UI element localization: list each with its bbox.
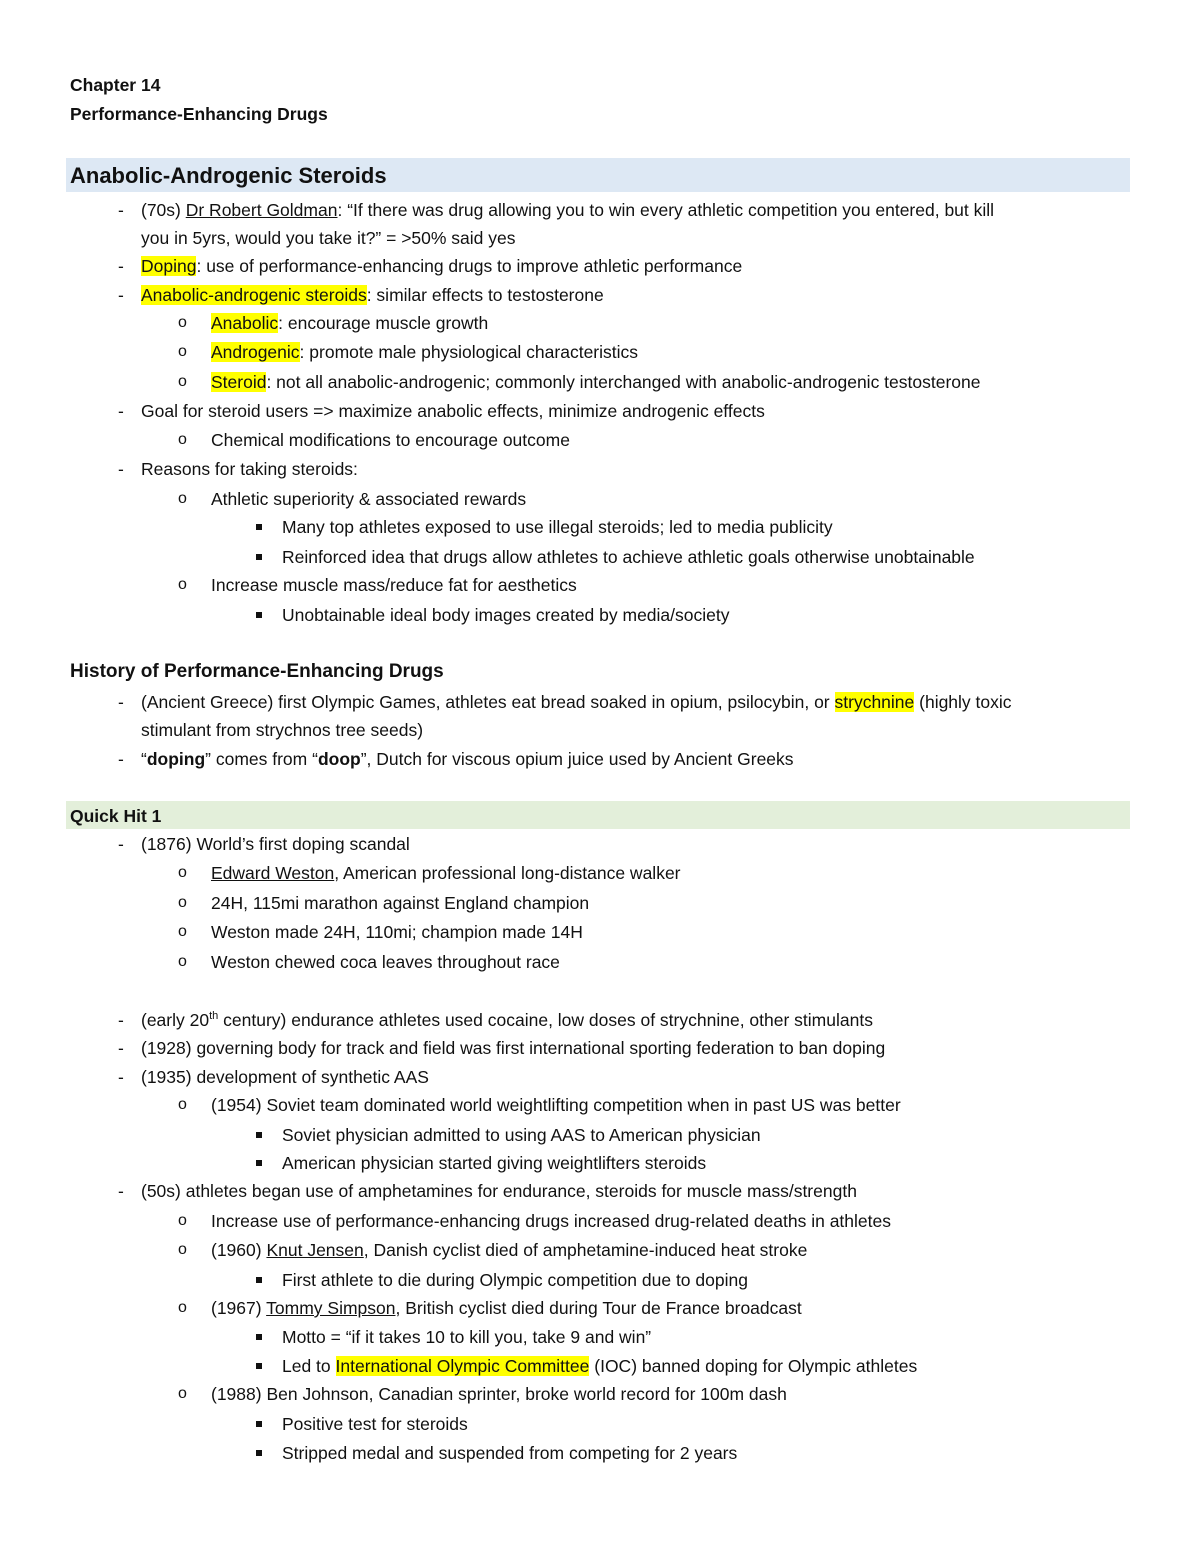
text: (1960) bbox=[211, 1240, 267, 1260]
bullet-1928: (1928) governing body for track and field was first international sporting federation to ban doping bbox=[141, 1038, 886, 1058]
chapter-number: Chapter 14 bbox=[70, 75, 161, 95]
text: : “If there was drug allowing you to win every athletic competition you entered, but kill bbox=[337, 200, 995, 220]
highlighted-term: Steroid bbox=[211, 372, 267, 392]
square-bullet-icon bbox=[256, 1160, 262, 1166]
subbullet-1967 bbox=[211, 1297, 802, 1319]
square-bullet-icon bbox=[256, 1450, 262, 1456]
bullet-1935: (1935) development of synthetic AAS bbox=[141, 1067, 429, 1087]
item-motto: Motto = “if it takes 10 to kill you, take 9 and win” bbox=[282, 1327, 652, 1347]
text: ”, Dutch for viscous opium juice used by Ancient Greeks bbox=[360, 749, 794, 769]
subbullet-1954: (1954) Soviet team dominated world weightlifting competition when in past US was better bbox=[211, 1095, 901, 1115]
highlighted-term: Doping bbox=[141, 256, 197, 276]
subbullet-anabolic bbox=[211, 312, 488, 334]
item-ioc bbox=[282, 1355, 917, 1377]
text: “ bbox=[141, 749, 147, 769]
square-bullet-icon bbox=[256, 554, 262, 560]
circle-marker: o bbox=[178, 373, 187, 390]
highlighted-term: strychnine bbox=[834, 692, 915, 712]
subbullet-androgenic bbox=[211, 341, 638, 363]
superscript: th bbox=[209, 1010, 219, 1023]
square-bullet-icon bbox=[256, 1132, 262, 1138]
item-first-athlete: First athlete to die during Olympic competition due to doping bbox=[282, 1270, 748, 1290]
subbullet-results: Weston made 24H, 110mi; champion made 14H bbox=[211, 922, 583, 942]
text: : use of performance-enhancing drugs to improve athletic performance bbox=[196, 256, 743, 276]
text: , Danish cyclist died of amphetamine-induced heat stroke bbox=[363, 1240, 808, 1260]
bullet-goal: Goal for steroid users => maximize anabolic effects, minimize androgenic effects bbox=[141, 401, 765, 421]
text: Led to bbox=[282, 1356, 336, 1376]
item-stripped-medal: Stripped medal and suspended from competing for 2 years bbox=[282, 1443, 738, 1463]
subbullet-marathon: 24H, 115mi marathon against England champion bbox=[211, 893, 590, 913]
dash-marker: - bbox=[118, 401, 124, 421]
bullet-ancient-greece bbox=[141, 691, 1012, 713]
circle-marker: o bbox=[178, 953, 187, 970]
item-media-publicity: Many top athletes exposed to use illegal steroids; led to media publicity bbox=[282, 517, 833, 537]
bullet-early-20th bbox=[141, 1009, 873, 1031]
text: , British cyclist died during Tour de France broadcast bbox=[395, 1298, 802, 1318]
person-name: Knut Jensen bbox=[266, 1240, 364, 1260]
text: (early 20 bbox=[141, 1010, 210, 1030]
highlighted-term: International Olympic Committee bbox=[335, 1356, 590, 1376]
square-bullet-icon bbox=[256, 1421, 262, 1427]
text: : not all anabolic-androgenic; commonly interchanged with anabolic-androgenic testosterone bbox=[266, 372, 981, 392]
circle-marker: o bbox=[178, 1241, 187, 1258]
circle-marker: o bbox=[178, 923, 187, 940]
text: (IOC) banned doping for Olympic athletes bbox=[589, 1356, 918, 1376]
item-body-images: Unobtainable ideal body images created by media/society bbox=[282, 605, 730, 625]
person-name: Tommy Simpson bbox=[266, 1298, 396, 1318]
bullet-ancient-greece-cont: stimulant from strychnos tree seeds) bbox=[141, 720, 424, 740]
circle-marker: o bbox=[178, 1096, 187, 1113]
person-name: Edward Weston bbox=[211, 863, 335, 883]
square-bullet-icon bbox=[256, 1277, 262, 1283]
dash-marker: - bbox=[118, 1038, 124, 1058]
text: century) endurance athletes used cocaine, low doses of strychnine, other stimulants bbox=[218, 1010, 873, 1030]
dash-marker: - bbox=[118, 1067, 124, 1087]
dash-marker: - bbox=[118, 692, 124, 712]
circle-marker: o bbox=[178, 576, 187, 593]
section-title-steroids: Anabolic-Androgenic Steroids bbox=[70, 163, 387, 188]
text: ” comes from “ bbox=[205, 749, 318, 769]
circle-marker: o bbox=[178, 894, 187, 911]
section-title-history: History of Performance-Enhancing Drugs bbox=[70, 661, 444, 682]
bullet-reasons: Reasons for taking steroids: bbox=[141, 459, 358, 479]
square-bullet-icon bbox=[256, 612, 262, 618]
square-bullet-icon bbox=[256, 1363, 262, 1369]
text: (Ancient Greece) first Olympic Games, athletes eat bread soaked in opium, psilocybin, or bbox=[141, 692, 835, 712]
section-title-quick-hit: Quick Hit 1 bbox=[70, 806, 162, 826]
square-bullet-icon bbox=[256, 524, 262, 530]
item-soviet-physician: Soviet physician admitted to using AAS to American physician bbox=[282, 1125, 761, 1145]
subbullet-aesthetics: Increase muscle mass/reduce fat for aesthetics bbox=[211, 575, 577, 595]
highlighted-term: Androgenic bbox=[211, 342, 300, 362]
highlighted-term: Anabolic-androgenic steroids bbox=[141, 285, 367, 305]
item-american-physician: American physician started giving weightlifters steroids bbox=[282, 1153, 707, 1173]
dash-marker: - bbox=[118, 834, 124, 854]
dash-marker: - bbox=[118, 459, 124, 479]
bullet-1876: (1876) World’s first doping scandal bbox=[141, 834, 410, 854]
bullet-goldman bbox=[141, 199, 994, 221]
bullet-goldman-cont: you in 5yrs, would you take it?” = >50% said yes bbox=[141, 228, 516, 248]
circle-marker: o bbox=[178, 1299, 187, 1316]
subbullet-superiority: Athletic superiority & associated rewards bbox=[211, 489, 527, 509]
circle-marker: o bbox=[178, 864, 187, 881]
bold-term: doop bbox=[317, 749, 361, 769]
text: , American professional long-distance walker bbox=[334, 863, 681, 883]
square-bullet-icon bbox=[256, 1334, 262, 1340]
text: : encourage muscle growth bbox=[278, 313, 489, 333]
dash-marker: - bbox=[118, 1010, 124, 1030]
subbullet-deaths: Increase use of performance-enhancing drugs increased drug-related deaths in athletes bbox=[211, 1211, 891, 1231]
circle-marker: o bbox=[178, 1385, 187, 1402]
subbullet-weston bbox=[211, 862, 681, 884]
bullet-aas bbox=[141, 284, 604, 306]
text: : promote male physiological characteristics bbox=[299, 342, 639, 362]
dash-marker: - bbox=[118, 285, 124, 305]
text: (1967) bbox=[211, 1298, 267, 1318]
dash-marker: - bbox=[118, 1181, 124, 1201]
dash-marker: - bbox=[118, 749, 124, 769]
circle-marker: o bbox=[178, 343, 187, 360]
subbullet-chemical: Chemical modifications to encourage outcome bbox=[211, 430, 570, 450]
highlighted-term: Anabolic bbox=[211, 313, 279, 333]
text: : similar effects to testosterone bbox=[366, 285, 604, 305]
subbullet-steroid bbox=[211, 371, 981, 393]
person-name: Dr Robert Goldman bbox=[185, 200, 338, 220]
text: (highly toxic bbox=[914, 692, 1012, 712]
subbullet-1960 bbox=[211, 1239, 807, 1261]
section-heading-band bbox=[66, 801, 1130, 829]
circle-marker: o bbox=[178, 314, 187, 331]
circle-marker: o bbox=[178, 1212, 187, 1229]
circle-marker: o bbox=[178, 431, 187, 448]
dash-marker: - bbox=[118, 200, 124, 220]
circle-marker: o bbox=[178, 490, 187, 507]
subbullet-coca: Weston chewed coca leaves throughout race bbox=[211, 952, 560, 972]
dash-marker: - bbox=[118, 256, 124, 276]
bullet-doping-origin bbox=[141, 748, 794, 770]
bullet-doping bbox=[141, 255, 742, 277]
chapter-title: Performance-Enhancing Drugs bbox=[70, 104, 328, 124]
bold-term: doping bbox=[146, 749, 206, 769]
text: (70s) bbox=[141, 200, 186, 220]
item-positive-test: Positive test for steroids bbox=[282, 1414, 468, 1434]
item-reinforced-idea: Reinforced idea that drugs allow athletes to achieve athletic goals otherwise unobtainable bbox=[282, 547, 975, 567]
subbullet-1988: (1988) Ben Johnson, Canadian sprinter, broke world record for 100m dash bbox=[211, 1384, 787, 1404]
bullet-50s: (50s) athletes began use of amphetamines for endurance, steroids for muscle mass/strength bbox=[141, 1181, 857, 1201]
